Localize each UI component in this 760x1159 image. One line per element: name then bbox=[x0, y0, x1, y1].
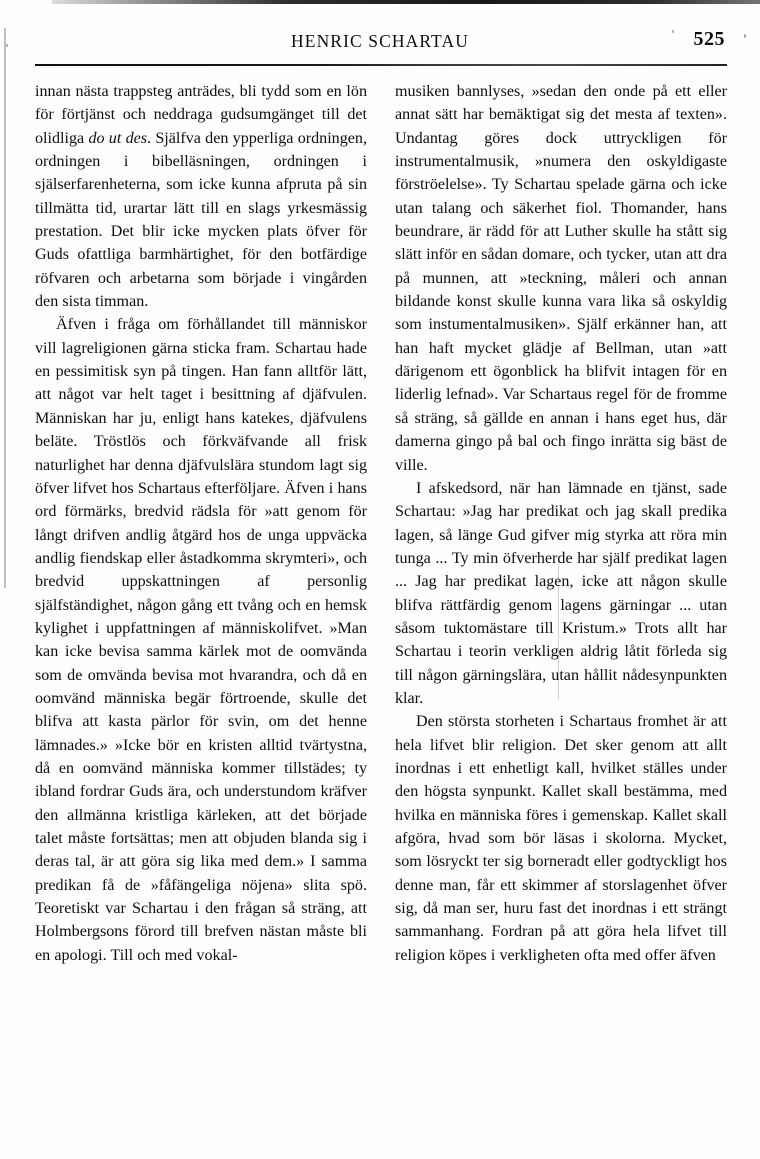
latin-phrase: do ut des bbox=[88, 129, 148, 147]
running-head bbox=[35, 29, 725, 57]
scan-speck bbox=[744, 34, 746, 38]
paragraph: Den största storheten i Schartaus fromhet är att hela lifvet blir religion. Det sker genom att allt inordnas i ett enhetligt kall, hvilket ställes under den högsta synpunkt. Kallet skall bestämma, med hvilka en människa föres i gemenskap. Kallet skall afgöra, hvad som bör läsas i skolorna. Mycket, som lösryckt ter sig borneradt eller godtyckligt hos denne man, får ett skimmer af storslagenhet öfver sig, då man ser, huru fast det inordnas i ett strängt sammanhang. Fordran på att göra hela lifvet till religion köpes i verkligheten ofta med offer äfven bbox=[395, 713, 727, 964]
paragraph: Äfven i fråga om förhållandet till människor vill lagreligionen gärna sticka fram. Schartau hade en pessimitisk syn på tingen. Han fann alltför lätt, att något var helt taget i besittning af djäfvulen. Människan har ju, enligt hans katekes, djäfvulens beläte. Tröstlös och förkväfvande all frisk naturlighet har denna djäfvulslära stundom lagt sig öfver lifvet hos Schartaus efterföljare. Äfven i hans ord förmärks, bredvid rädsla för »att genom för långt drifven andlig åtgärd hos de unga uppväcka andlig fiendskap eller åstadkomma skrymteri», och bredvid uppskattningen af personlig själfständighet, någon gång ett tvång och en hemsk kylighet i uppfattningen af människolifvet. »Man kan icke bevisa samma kärlek mot de oomvända som de omvända bevisa mot hvarandra, och då en oomvänd människa begär förtroende, skulle det blifva att kasta pärlor för svin, om det henne lämnades.» »Icke bör en kristen alltid tvärtystna, då en oomvänd människa kommer tillstädes; ty ibland fordrar Guds ära, och understundom kräfver den allmänna kristliga kärleken, att det började talet måste fortsättas; men att objuden blanda sig i deras tal, är att göra sig lika med dem.» I samma predikan få de »fåfängeliga nöjena» slita spö. Teoretiskt var Schartau i den frågan så sträng, att Holmbergsons förord till brefven nästan måste bli en apologi. Till och med vokal- bbox=[35, 316, 367, 964]
scan-top-edge-artifact bbox=[52, 0, 760, 4]
scan-speck bbox=[6, 44, 8, 47]
paragraph-text-tail: . Själfva den ypperliga ordningen, ordningen i bibelläsningen, ordningen i själserfarenheterna, som icke kunna afpruta på sin tillmätta tid, urartar lätt till en slags yrkesmässig prestation. Det blir icke mycken plats öfver för Guds ofattliga barmhärtighet, för den botfärdige röfvaren och arbetarna som började i vingården den sista timman. bbox=[35, 129, 367, 311]
paragraph-text-lead: innan nästa trappsteg anträdes, bli tydd som en lön för förtjänst och neddraga gudsumgänget till det olidliga bbox=[35, 83, 367, 147]
paragraph: I afskedsord, när han lämnade en tjänst, sade Schartau: »Jag har predikat och jag skall predika lagen, så länge Gud gifver mig styrka att röra min tunga ... Ty min öfverherde har själf predikat lagen ... Jag har predikat lagen, icke att någon skulle blifva rättfärdig genom lagens gärningar ... utan såsom tuktomästare till Kristum.» Trots allt har Schartau i teorin verkligen aldrig låtit förleda sig till någon gärningslära, utan hållit nådesynpunkten klar. bbox=[395, 479, 727, 707]
header-rule bbox=[35, 64, 727, 66]
left-column bbox=[35, 80, 367, 967]
page-title: HENRIC SCHARTAU bbox=[291, 31, 469, 51]
paragraph bbox=[35, 80, 367, 313]
right-column bbox=[395, 80, 727, 967]
paragraph: musiken bannlyses, »sedan den onde på ett eller annat sätt har bemäktigat sig det mesta af texten». Undantag göres dock uttryckligen för instrumentalmusik, »numera den oskyldigaste förströelelse». Ty Schartau spelade gärna och icke utan talang och säkerhet fiol. Thomander, hans beundrare, är rädd för att Luther skulle ha stått sig slätt inför en sådan domare, och tycker, utan att dra på munnen, att »teckning, måleri och annan bildande konst skulle kunna vara lika så oskyldig som instumentalmusiken». Själf erkänner han, att han haft mycket glädje af Bellman, utan »att därigenom ett ögonblick ha blifvit intagen för en liderlig lefnad». Var Schartaus regel för de fromme så sträng, så gällde en annan i hans eget hus, där damerna gingo på bal och fingo inrätta sig bäst de ville. bbox=[395, 83, 727, 474]
body-columns bbox=[35, 80, 727, 967]
scan-left-gutter-artifact bbox=[4, 28, 6, 588]
page-number: 525 bbox=[693, 28, 725, 50]
